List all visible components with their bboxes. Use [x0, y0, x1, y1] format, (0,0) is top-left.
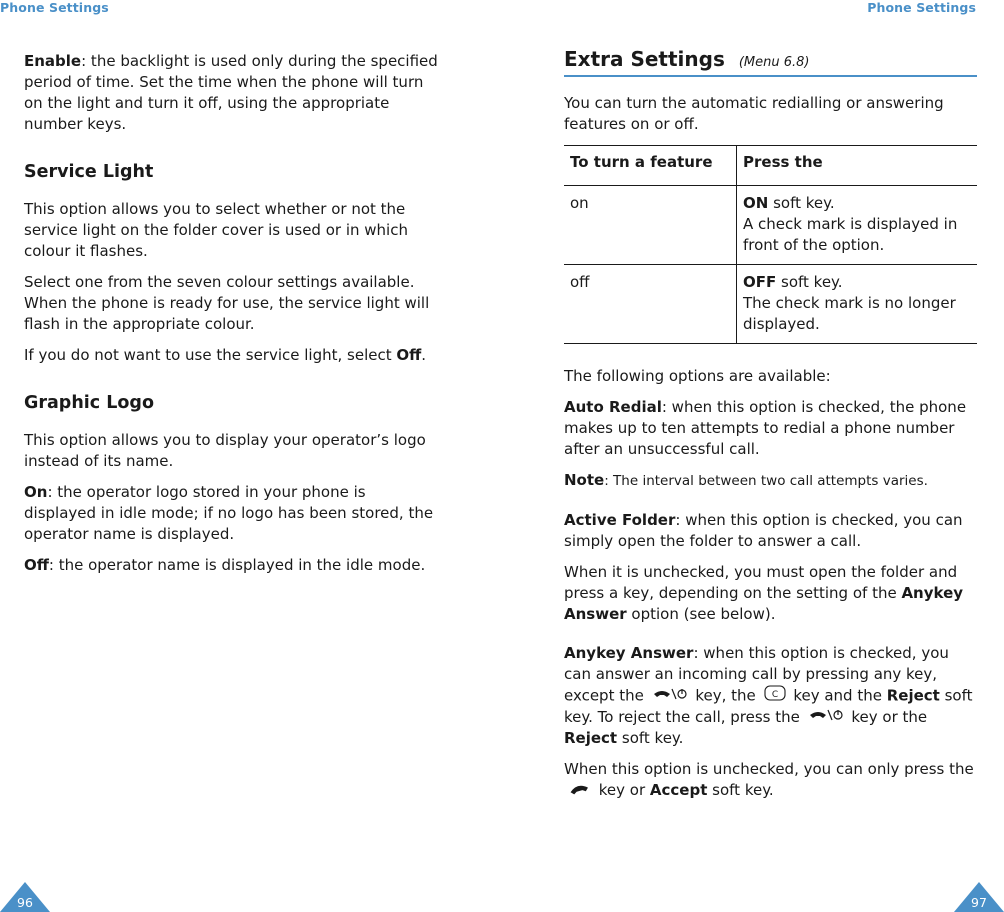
last-pre: When this option is unchecked, you can only press the: [564, 760, 974, 778]
anykey-term: Anykey Answer: [564, 644, 694, 662]
unchecked-term: Anykey Answer: [564, 584, 964, 623]
on-key-label: ON: [743, 194, 769, 212]
active-folder-paragraph: [564, 510, 977, 552]
end-power-key-icon: [652, 686, 688, 707]
last-mid: key or: [594, 781, 650, 799]
page-number-left-text: 96: [17, 895, 33, 910]
accept-term: Accept: [649, 781, 708, 799]
anykey-reject-term-1: Reject: [886, 686, 940, 705]
on-desc: A check mark is displayed in front of the option.: [743, 215, 958, 254]
off-key-label: OFF: [743, 273, 777, 291]
intro-paragraph: You can turn the automatic redialling or answering features on or off.: [564, 94, 944, 133]
on-key-suffix: soft key.: [768, 194, 835, 212]
enable-term: Enable: [24, 52, 82, 70]
note-text: : The interval between two call attempts varies.: [604, 473, 928, 489]
right-page-content: [564, 49, 977, 811]
unchecked-post: option (see below).: [626, 605, 776, 623]
page-number-right-text: 97: [971, 895, 987, 910]
graphic-logo-on-term: On: [24, 483, 48, 501]
table-header-press: Press the: [737, 146, 978, 186]
running-head-right: Phone Settings: [867, 0, 976, 15]
table-row: [564, 265, 977, 344]
note-paragraph: [564, 470, 977, 492]
table-cell-press-off: [737, 265, 978, 344]
table-cell-feature-on: on: [564, 186, 737, 265]
svg-text:C: C: [771, 690, 778, 700]
service-light-p1: This option allows you to select whether or not the service light on the folder cover is used or in which colour it flashes.: [24, 200, 408, 260]
table-cell-press-on: [737, 186, 978, 265]
unchecked-pre: When it is unchecked, you must open the folder and press a key, depending on the setting of the: [564, 563, 958, 602]
unchecked-paragraph: [564, 562, 977, 625]
active-folder-text: : when this option is checked, you can simply open the folder to answer a call.: [564, 511, 963, 550]
clear-key-icon: [764, 685, 786, 707]
send-key-icon: [567, 780, 591, 801]
last-paragraph: [564, 759, 977, 801]
end-power-key-icon: [808, 707, 844, 728]
service-light-off-term: Off: [396, 346, 422, 364]
graphic-logo-off: [24, 555, 438, 576]
service-light-p3-pre: If you do not want to use the service light, select: [24, 346, 397, 364]
page-number-right: [954, 882, 1004, 912]
anykey-t5: key or the: [846, 708, 928, 726]
enable-paragraph: [24, 51, 438, 135]
service-light-p3: [24, 345, 438, 366]
last-post: soft key.: [707, 781, 774, 799]
anykey-t4: soft key. To reject the call, press the: [564, 686, 973, 726]
page-number-left: [0, 882, 50, 912]
section-title: Extra Settings: [564, 47, 725, 71]
table-row: [564, 186, 977, 265]
auto-redial-text: : when this option is checked, the phone makes up to ten attempts to redial a phone number after an unsuccessful call.: [564, 398, 967, 458]
table-header-feature: To turn a feature: [564, 146, 737, 186]
anykey-t1: : when this option is checked, you can answer an incoming call by pressing any key, except the: [564, 644, 949, 705]
anykey-reject-term-2: Reject: [564, 729, 618, 747]
section-menu-ref: (Menu 6.8): [738, 55, 810, 70]
feature-table: [564, 145, 977, 344]
active-folder-term: Active Folder: [564, 511, 676, 529]
section-heading: [564, 49, 977, 77]
graphic-logo-on-text: : the operator logo stored in your phone is displayed in idle mode; if no logo has been stored, the operator name is displayed.: [24, 483, 434, 543]
service-light-p3-post: .: [421, 346, 427, 364]
auto-redial-term: Auto Redial: [564, 398, 662, 416]
graphic-logo-heading: Graphic Logo: [24, 393, 154, 413]
anykey-t6: soft key.: [617, 729, 684, 747]
note-term: Note: [564, 471, 605, 489]
table-cell-feature-off: off: [564, 265, 737, 344]
anykey-t2: key, the: [690, 686, 761, 705]
auto-redial-paragraph: [564, 397, 977, 460]
off-desc: The check mark is no longer displayed.: [743, 294, 956, 333]
graphic-logo-p1: This option allows you to display your operator’s logo instead of its name.: [24, 431, 426, 470]
off-key-suffix: soft key.: [776, 273, 843, 291]
anykey-paragraph: [564, 643, 977, 749]
graphic-logo-off-text: : the operator name is displayed in the idle mode.: [48, 556, 426, 574]
service-light-heading: Service Light: [24, 162, 154, 182]
graphic-logo-off-term: Off: [24, 556, 49, 574]
graphic-logo-on: [24, 482, 438, 545]
options-intro: The following options are available:: [564, 367, 831, 385]
running-head-left: Phone Settings: [0, 0, 109, 15]
enable-text: : the backlight is used only during the specified period of time. Set the time when the phone will turn on the light and turn it off, using the appropriate number keys.: [24, 52, 438, 133]
left-page-content: [24, 51, 438, 586]
service-light-p2: Select one from the seven colour settings available. When the phone is ready for use, the service light will flash in the appropriate colour.: [24, 273, 430, 333]
anykey-t3: key and the: [788, 686, 887, 705]
